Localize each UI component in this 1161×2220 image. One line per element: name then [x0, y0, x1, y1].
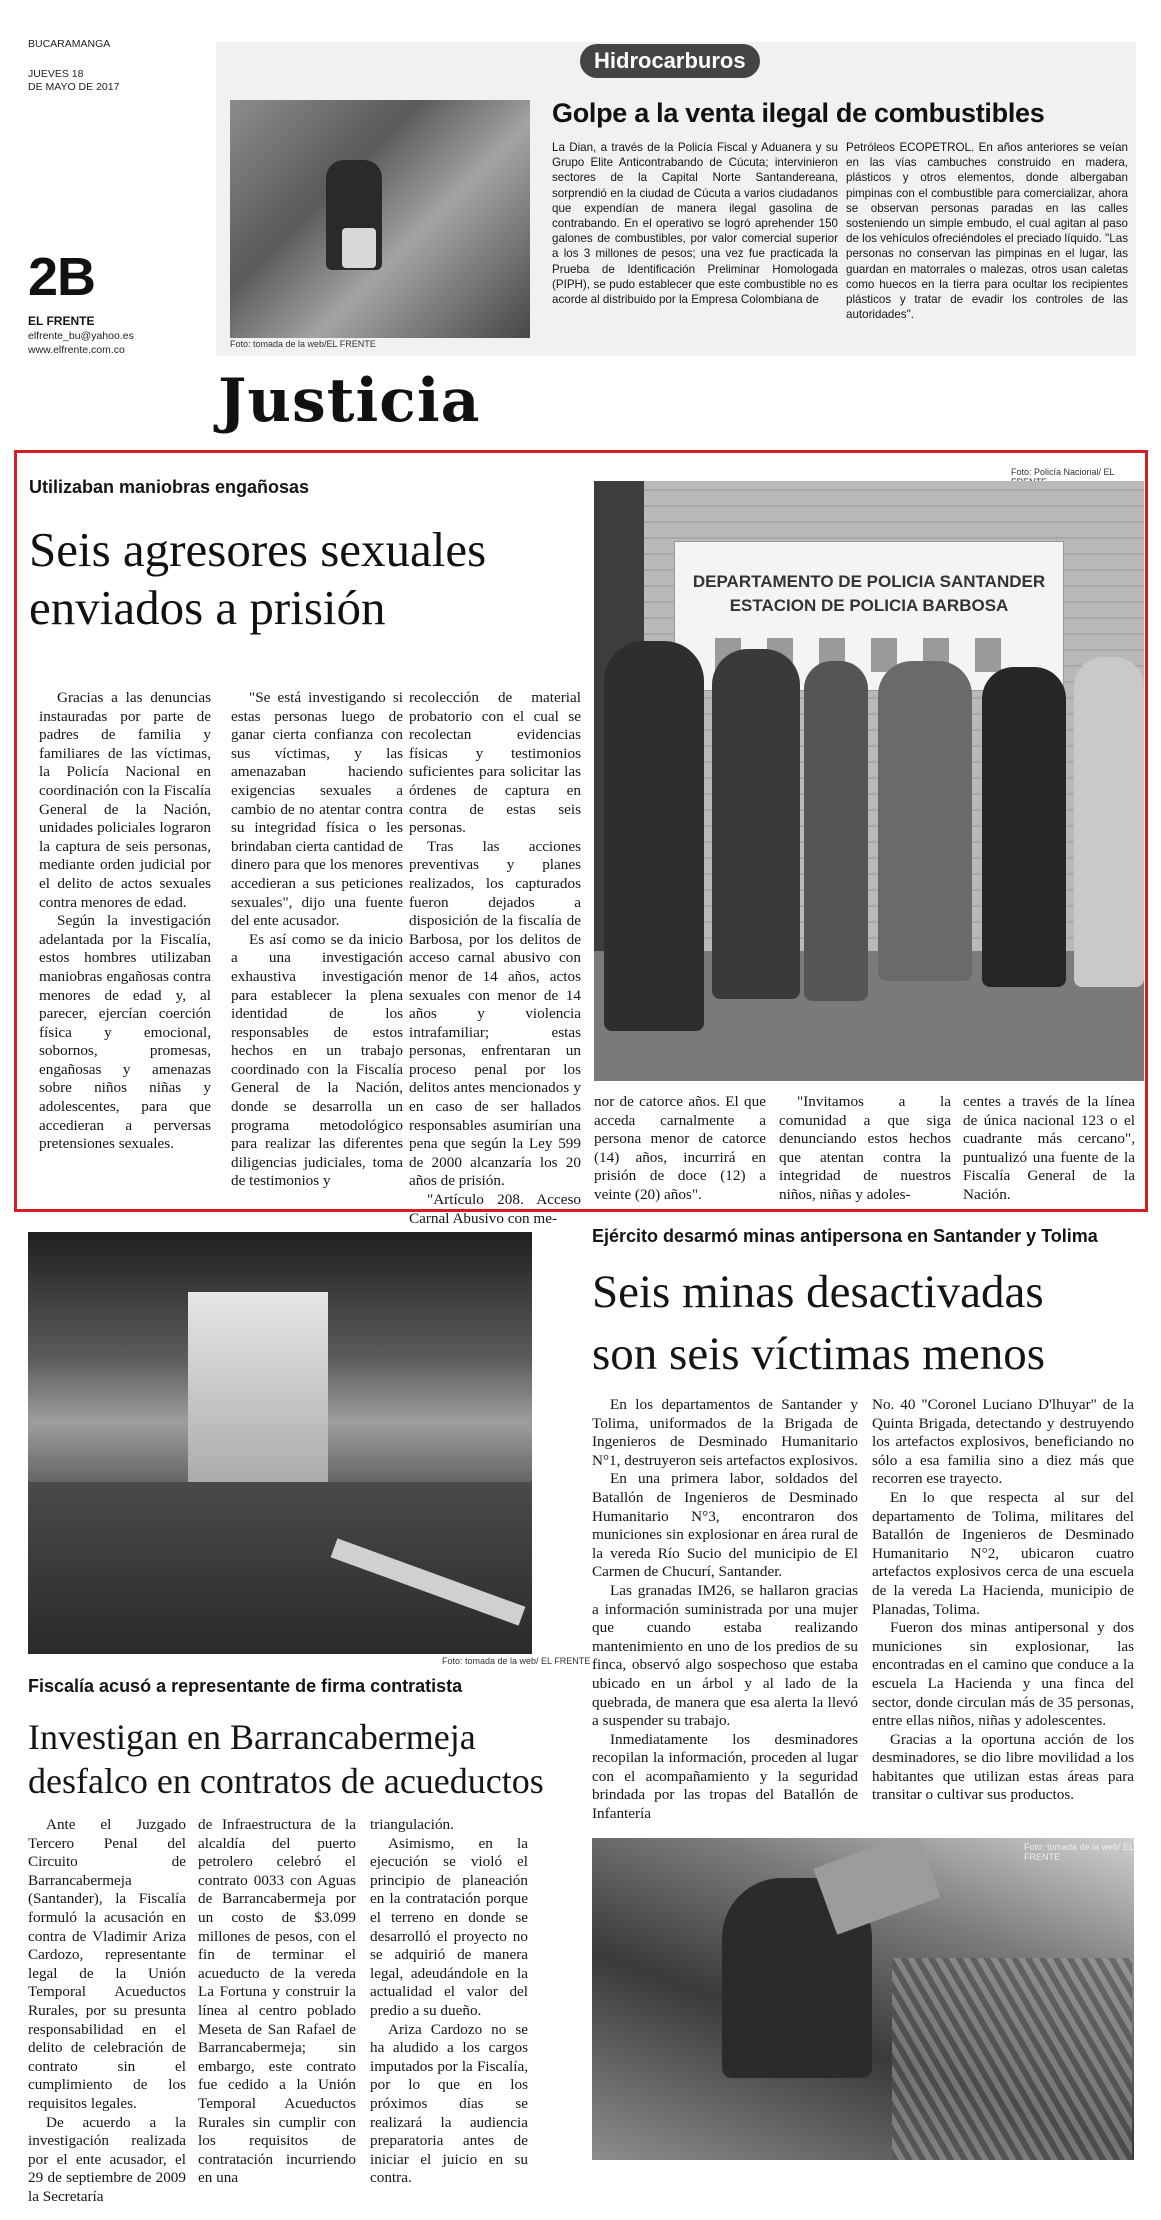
detainee-4 [878, 661, 972, 981]
agresores-title-line1: Seis agresores sexuales [29, 522, 487, 577]
section-title: Justicia [218, 366, 481, 436]
hidrocarburos-col1: La Dian, a través de la Policía Fiscal y Aduanera y su Grupo Elite Anticontrabando de Cúcuta; intervinieron sectores de la Capital Norte Santandereana, sorprendió en la ciudad de Cúcuta a varios ciudadanos que expendían de manera ilegal gasolina de contrabando. En el operativo se logró aprehender 150 galones de combustibles, por valor comercial superior a los 3 millones de pesos; una vez fue practicada la Prueba de Identificación Preliminar Homologada (PIPH), se pudo establecer que este combustible no es acorde al distribuido por la Empresa Colombiana de [552, 141, 838, 307]
agresores-article [14, 450, 1148, 1227]
agresores-kicker: Utilizaban maniobras engañosas [29, 477, 310, 497]
agresores-photo [594, 481, 1144, 1081]
agresores-col5 [779, 1093, 951, 1205]
agresores-col2-p2: Es así como se da inicio a una investigación exhaustiva investigación para establecer la plena identidad de los responsables de estos hechos en un trabajo coordinado con la Fiscalía General de la Nación, donde se desarrolla un programa metodológico para realizar las diferentes diligencias judiciales, toma de testimonios y [231, 930, 403, 1190]
rocks-shape [28, 1482, 532, 1654]
acueductos-photo [28, 1232, 532, 1654]
agresores-col3 [409, 689, 581, 1228]
agresores-col1-p1: Gracias a las denuncias instauradas por parte de padres de familia y familiares de las víctimas, la Policía Nacional en coordinación con la Fiscalía General de la Nación, unidades policiales lograron la captura de seis personas, mediante orden judicial por el delito de actos sexuales contra menores de edad. [39, 689, 211, 911]
acueductos-title-line2: desfalco en contratos de acueductos [28, 1761, 544, 1801]
agresores-col4 [594, 1093, 766, 1205]
agresores-col6-p1: centes a través de la línea de única nacional 123 o el cuadrante más cercano", puntualizó una fuente de la Fiscalía General de la Nación. [963, 1093, 1135, 1203]
waterfall-shape [188, 1292, 328, 1492]
minas-kicker: Ejército desarmó minas antipersona en Santander y Tolima [592, 1226, 1098, 1246]
agresores-photo-credit: Foto: Policía Nacional/ EL [1011, 467, 1115, 477]
minas-col1-p1: En los departamentos de Santander y Tolima, uniformados de la Brigada de Ingenieros de Desminado Humanitario N°1, destruyeron seis artefactos explosivos. [592, 1396, 858, 1469]
detainee-3 [804, 661, 868, 1001]
acueductos-col1-p2: De acuerdo a la investigación realizada por el ente acusador, el 29 de septiembre de 2009 la Secretaría [28, 2113, 186, 2205]
masthead-web[interactable]: www.elfrente.com.co [28, 344, 125, 356]
hidrocarburos-title: Golpe a la venta ilegal de combustibles [552, 98, 1045, 128]
acueductos-col3 [370, 1816, 528, 2188]
foliage-shape [892, 1958, 1132, 2160]
acueductos-photo-credit: Foto: tomada de la web/ EL FRENTE [442, 1656, 591, 1666]
minas-col2-p3: Fueron dos minas antipersonal y dos municiones sin explosionar, las encontradas en el camino que conduce a la escuela La Hacienda y una finca del sector, donde circulan más de 35 personas, entre ellas niños, niñas y adolescentes. [872, 1619, 1134, 1730]
minas-photo-credit: Foto: tomada de la web/ EL FRENTE [1024, 1842, 1134, 1862]
minas-col2-p2: En lo que respecta al sur del departamento de Tolima, militares del Batallón de Ingenieros de Desminado Humanitario N°2, ubicaron cuatro artefactos explosivos cerca de una escuela de la vereda La Hacienda, municipio de Planadas, Tolima. [872, 1488, 1134, 1618]
masthead-city: BUCARAMANGA [28, 38, 111, 50]
minas-col2-p1: No. 40 "Coronel Luciano D'lhuyar" de la Quinta Brigada, detectando y destruyendo los artefactos explosivos, beneficiando no sólo a esa familia sino a diez más que recorren ese trayecto. [872, 1396, 1134, 1488]
minas-photo [592, 1838, 1134, 2160]
minas-col1-p3: Las granadas IM26, se hallaron gracias a información suministrada por una mujer que cuando estaba realizando mantenimiento en uno de los predios de su finca, observó algo sospechoso que estaba ubicado en un árbol y al lado de la quebrada, de manera que esa alerta la llevó a suspender su trabajo. [592, 1581, 858, 1730]
agresores-title-line2: enviados a prisión [29, 580, 386, 635]
minas-col2-p4: Gracias a la oportuna acción de los desminadores, se dio libre movilidad a los habitantes que utilizan estas áreas para transitar o cultivar sus productos. [872, 1730, 1134, 1804]
agresores-col2 [231, 689, 403, 1191]
acueductos-col1-p1: Ante el Juzgado Tercero Penal del Circuito de Barrancabermeja (Santander), la Fiscalía formuló la acusación en contra de Vladimir Ariza Cardozo, representante legal de la Unión Temporal Acueductos Rurales, por su presunta responsabilidad en el delito de celebración de contrato sin el cumplimiento de los requisitos legales. [28, 1816, 186, 2112]
acueductos-col3-p2: Asimismo, en la ejecución se violó el principio de planeación en la contratación porque el terreno en donde se desarrolló el proyecto no se adquirió de manera legal, adeudándole en la actualidad el valor del predio a su dueño. [370, 1834, 528, 2019]
fuel-photo [230, 100, 530, 338]
masthead-date-line1: JUEVES 18 [28, 68, 84, 80]
minas-col1-p2: En una primera labor, soldados del Batallón de Ingenieros de Desminado Humanitario N°3, encontraron dos municiones sin explosionar en área rural de la vereda Río Sucio del municipio de El Carmen de Chucurí, Santander. [592, 1470, 858, 1581]
acueductos-col3-p1: triangulación. [370, 1816, 454, 1833]
minas-title-line2: son seis víctimas menos [592, 1328, 1045, 1380]
agresores-col6 [963, 1093, 1135, 1205]
agresores-col3-p3: "Artículo 208. Acceso Carnal Abusivo con me- [409, 1191, 581, 1227]
agresores-col3-p2: Tras las acciones preventivas y planes realizados, los capturados fueron dejados a disposición de la fiscalía de Barbosa, por los delitos de acceso carnal abusivo con menor de 14 años, actos sexuales con menor de 14 años y violencia intrafamiliar; estas personas, enfrentaran un proceso penal por los delitos antes mencionados y en caso de ser hallados responsables asumirían una pena que según la Ley 599 de 2000 alcanzaría los 20 años de prisión. [409, 837, 581, 1190]
agresores-col2-p1: "Se está investigando si estas personas luego de ganar cierta confianza con sus víctimas, y las amenazaban haciendo exigencias sexuales a cambio de no atentar contra su integridad física o les brindaban cierta cantidad de dinero para que los menores accedieran a sus peticiones sexuales", dijo una fuente del ente acusador. [231, 689, 403, 930]
jerrycan-shape [342, 228, 376, 268]
hidrocarburos-col2: Petróleos ECOPETROL. En años anteriores se veían en las vías cambuches construido en madera, plásticos y otros elementos, donde albergaban pimpinas con el combustible para comercializar, ahora se observan personas paradas en las calles sosteniendo un simple embudo, el cual agitan al paso de los vehículos ofreciéndoles el preciado líquido. "Las personas no conservan las pimpinas en el lugar, las guardan en matorrales o malezas, otros usan caletas como huecos en la tierra para ocultar los recipientes plásticos y tratar de evadir los controles de las autoridades". [846, 141, 1128, 322]
hidrocarburos-photo-credit: Foto: tomada de la web/EL FRENTE [230, 339, 376, 349]
agresores-col5-p1: "Invitamos a la comunidad a que siga denunciando estos hechos que atentan contra la integridad de nuestros niños, niñas y adoles- [779, 1093, 951, 1203]
detainee-1 [604, 641, 704, 1031]
detainee-6 [1074, 657, 1144, 987]
detainee-5 [982, 667, 1066, 987]
hidrocarburos-box [216, 42, 1136, 356]
banner-line1: DEPARTAMENTO DE POLICIA SANTANDER [692, 572, 1046, 591]
acueductos-col2 [198, 1816, 356, 2188]
agresores-col1-p2: Según la investigación adelantada por la Fiscalía, estos hombres utilizaban maniobras engañosas contra menores de edad y, al parecer, ejercían coerción física y emocional, sobornos, promesas, engañosas y amenazas sobre niños niñas y adolescentes, para que accedieran a perversas pretensiones sexuales. [39, 912, 211, 1153]
agresores-col4-p1: nor de catorce años. El que acceda carnalmente a persona menor de catorce (14) años, incurrirá en prisión de doce (12) a veinte (20) años". [594, 1093, 766, 1203]
masthead-date-line2: DE MAYO DE 2017 [28, 81, 120, 93]
hidrocarburos-tag: Hidrocarburos [580, 44, 760, 78]
agresores-col3-p1: recolección de material probatorio con el cual se recolectan evidencias físicas y testimonios suficientes para solicitar las órdenes de captura en contra de estas seis personas. [409, 689, 581, 837]
banner-line2: ESTACION DE POLICIA BARBOSA [729, 596, 1009, 615]
agresores-col1 [39, 689, 211, 1154]
page-number: 2B [28, 247, 96, 307]
visor-shape [813, 1838, 940, 1935]
acueductos-col1 [28, 1816, 186, 2206]
minas-title-line1: Seis minas desactivadas [592, 1266, 1044, 1318]
acueductos-col2-p1: de Infraestructura de la alcaldía del puerto petrolero celebró el contrato 0033 con Aguas de Barrancabermeja por un costo de $3.099 millones de pesos, con el fin de terminar el acueducto de la vereda La Fortuna y construir la línea al centro poblado Meseta de San Rafael de Barrancabermeja; sin embargo, este contrato fue cedido a la Unión Temporal Acueductos Rurales sin cumplir con los requisitos de contratación incurriendo en una [198, 1816, 356, 2187]
acueductos-col3-p3: Ariza Cardozo no se ha aludido a los cargos imputados por la Fiscalía, por lo que en los próximos días se realizará la audiencia preparatoria antes de iniciar el juicio en su contra. [370, 2020, 528, 2187]
minas-col1 [592, 1396, 858, 1824]
acueductos-kicker: Fiscalía acusó a representante de firma contratista [28, 1676, 463, 1696]
detainee-2 [712, 649, 800, 999]
minas-col1-p4: Inmediatamente los desminadores recopilan la información, proceden al lugar con el acompañamiento y la seguridad brindada por las tropas del Batallón de Infantería [592, 1730, 858, 1823]
acueductos-title-line1: Investigan en Barrancabermeja [28, 1717, 476, 1757]
masthead-email[interactable]: elfrente_bu@yahoo.es [28, 330, 134, 342]
masthead-paper: EL FRENTE [28, 314, 95, 328]
minas-col2 [872, 1396, 1134, 1805]
